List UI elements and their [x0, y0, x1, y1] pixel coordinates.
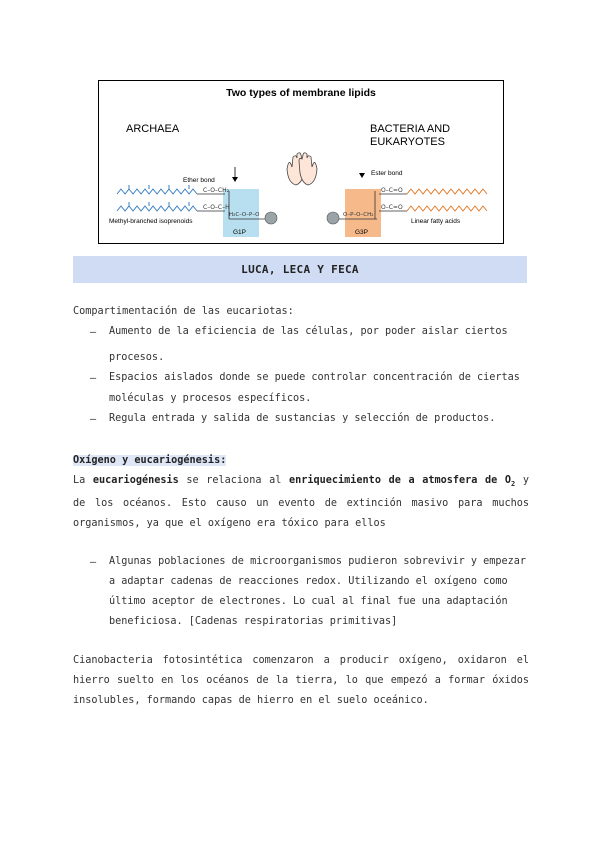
svg-text:O–P–O–CH₂: O–P–O–CH₂: [343, 212, 374, 218]
archaea-chain-top: [117, 189, 197, 194]
bacteria-label-line1: BACTERIA AND: [370, 123, 451, 135]
oxygen-text-c: se relaciona al: [178, 475, 289, 486]
section-heading-bar: [73, 256, 527, 283]
bacteria-head-group: [327, 212, 339, 224]
archaea-label: ARCHAEA: [126, 123, 180, 135]
oxy-bullet-line4: beneficiosa. [Cadenas respiratorias primitivas]: [109, 616, 398, 627]
svg-text:O–C=O: O–C=O: [381, 204, 403, 211]
linear-fatty-acids-label: Linear fatty acids: [411, 218, 461, 225]
methyl-isoprenoids-label: Methyl-branched isoprenoids: [109, 218, 193, 225]
methyl-branches: [129, 185, 189, 206]
bacteria-label-line2: EUKARYOTES: [370, 136, 445, 148]
o2-subscript: 2: [511, 480, 516, 489]
compart-bullet-1-line1: Aumento de la eficiencia de las células, por poder aislar ciertos: [109, 326, 508, 337]
oxygen-section-title: Oxígeno y eucariogénesis:: [73, 455, 227, 466]
chirality-hands-icon: [287, 153, 317, 185]
compart-bullet-2-line2: moléculas y procesos específicos.: [109, 393, 312, 404]
bullet-dash: –: [90, 557, 97, 568]
compart-intro: Compartimentación de las eucariotas:: [73, 306, 294, 317]
g1p-label: G1P: [233, 229, 247, 236]
enriquecimiento-term: [288, 475, 516, 489]
compart-bullet-1-line2: procesos.: [109, 352, 165, 363]
eucariogenesis-term: eucariogénesis: [92, 475, 179, 486]
membrane-lipids-figure: [98, 80, 504, 244]
oxygen-section-title-wrap: [73, 451, 529, 471]
oxy-bullet-line2: a adaptar cadenas de reacciones redox. Utilizando el oxígeno como: [109, 576, 508, 587]
bullet-dash: –: [90, 373, 97, 384]
oxygen-text-e: y de los océanos. Esto causo un evento de extinción masivo para muchos organismos, ya que el oxígeno era tóxico para ellos: [73, 475, 529, 530]
compart-bullet-2-line1: Espacios aislados donde se puede controlar concentración de ciertas: [109, 372, 520, 383]
svg-text:C–O–CH₂: C–O–CH₂: [203, 187, 230, 194]
oxy-bullet-line3: último aceptor de electrones. Lo cual al final fue una adaptación: [109, 596, 508, 607]
archaea-head-group: [265, 212, 277, 224]
cianobacteria-paragraph: Cianobacteria fotosintética comenzaron a producir oxígeno, oxidaron el hierro suelto en los océanos de la tierra, lo que empezó a formar óxidos insolubles, formando capas de hierro en el suelo oceánico.: [73, 655, 529, 706]
ether-bond-label: Ether bond: [183, 177, 215, 184]
compart-bullet-3: Regula entrada y salida de sustancias y selección de productos.: [109, 413, 496, 424]
oxygen-paragraph: [73, 471, 529, 534]
oxy-bullet-line1: Algunas poblaciones de microorganismos pudieron sobrevivir y empezar: [109, 556, 527, 567]
enriquecimiento-text: enriquecimiento de a atmosfera de O: [288, 475, 512, 486]
section-heading: LUCA, LECA Y FECA: [241, 263, 359, 276]
bacteria-chain-top: [407, 189, 487, 194]
oxygen-text-a: La: [73, 475, 93, 486]
bullet-dash: –: [90, 327, 97, 338]
ester-bond-label: Ester bond: [371, 170, 403, 177]
bacteria-chain-bottom: [407, 206, 487, 211]
svg-text:O–C=O: O–C=O: [381, 187, 403, 194]
archaea-chain-bottom: [117, 206, 197, 211]
svg-text:H₂C–O–P–O: H₂C–O–P–O: [229, 212, 260, 218]
figure-title: Two types of membrane lipids: [226, 87, 376, 99]
bullet-dash: –: [90, 414, 97, 425]
g3p-label: G3P: [355, 229, 369, 236]
svg-text:C–O–C–H: C–O–C–H: [203, 204, 230, 211]
